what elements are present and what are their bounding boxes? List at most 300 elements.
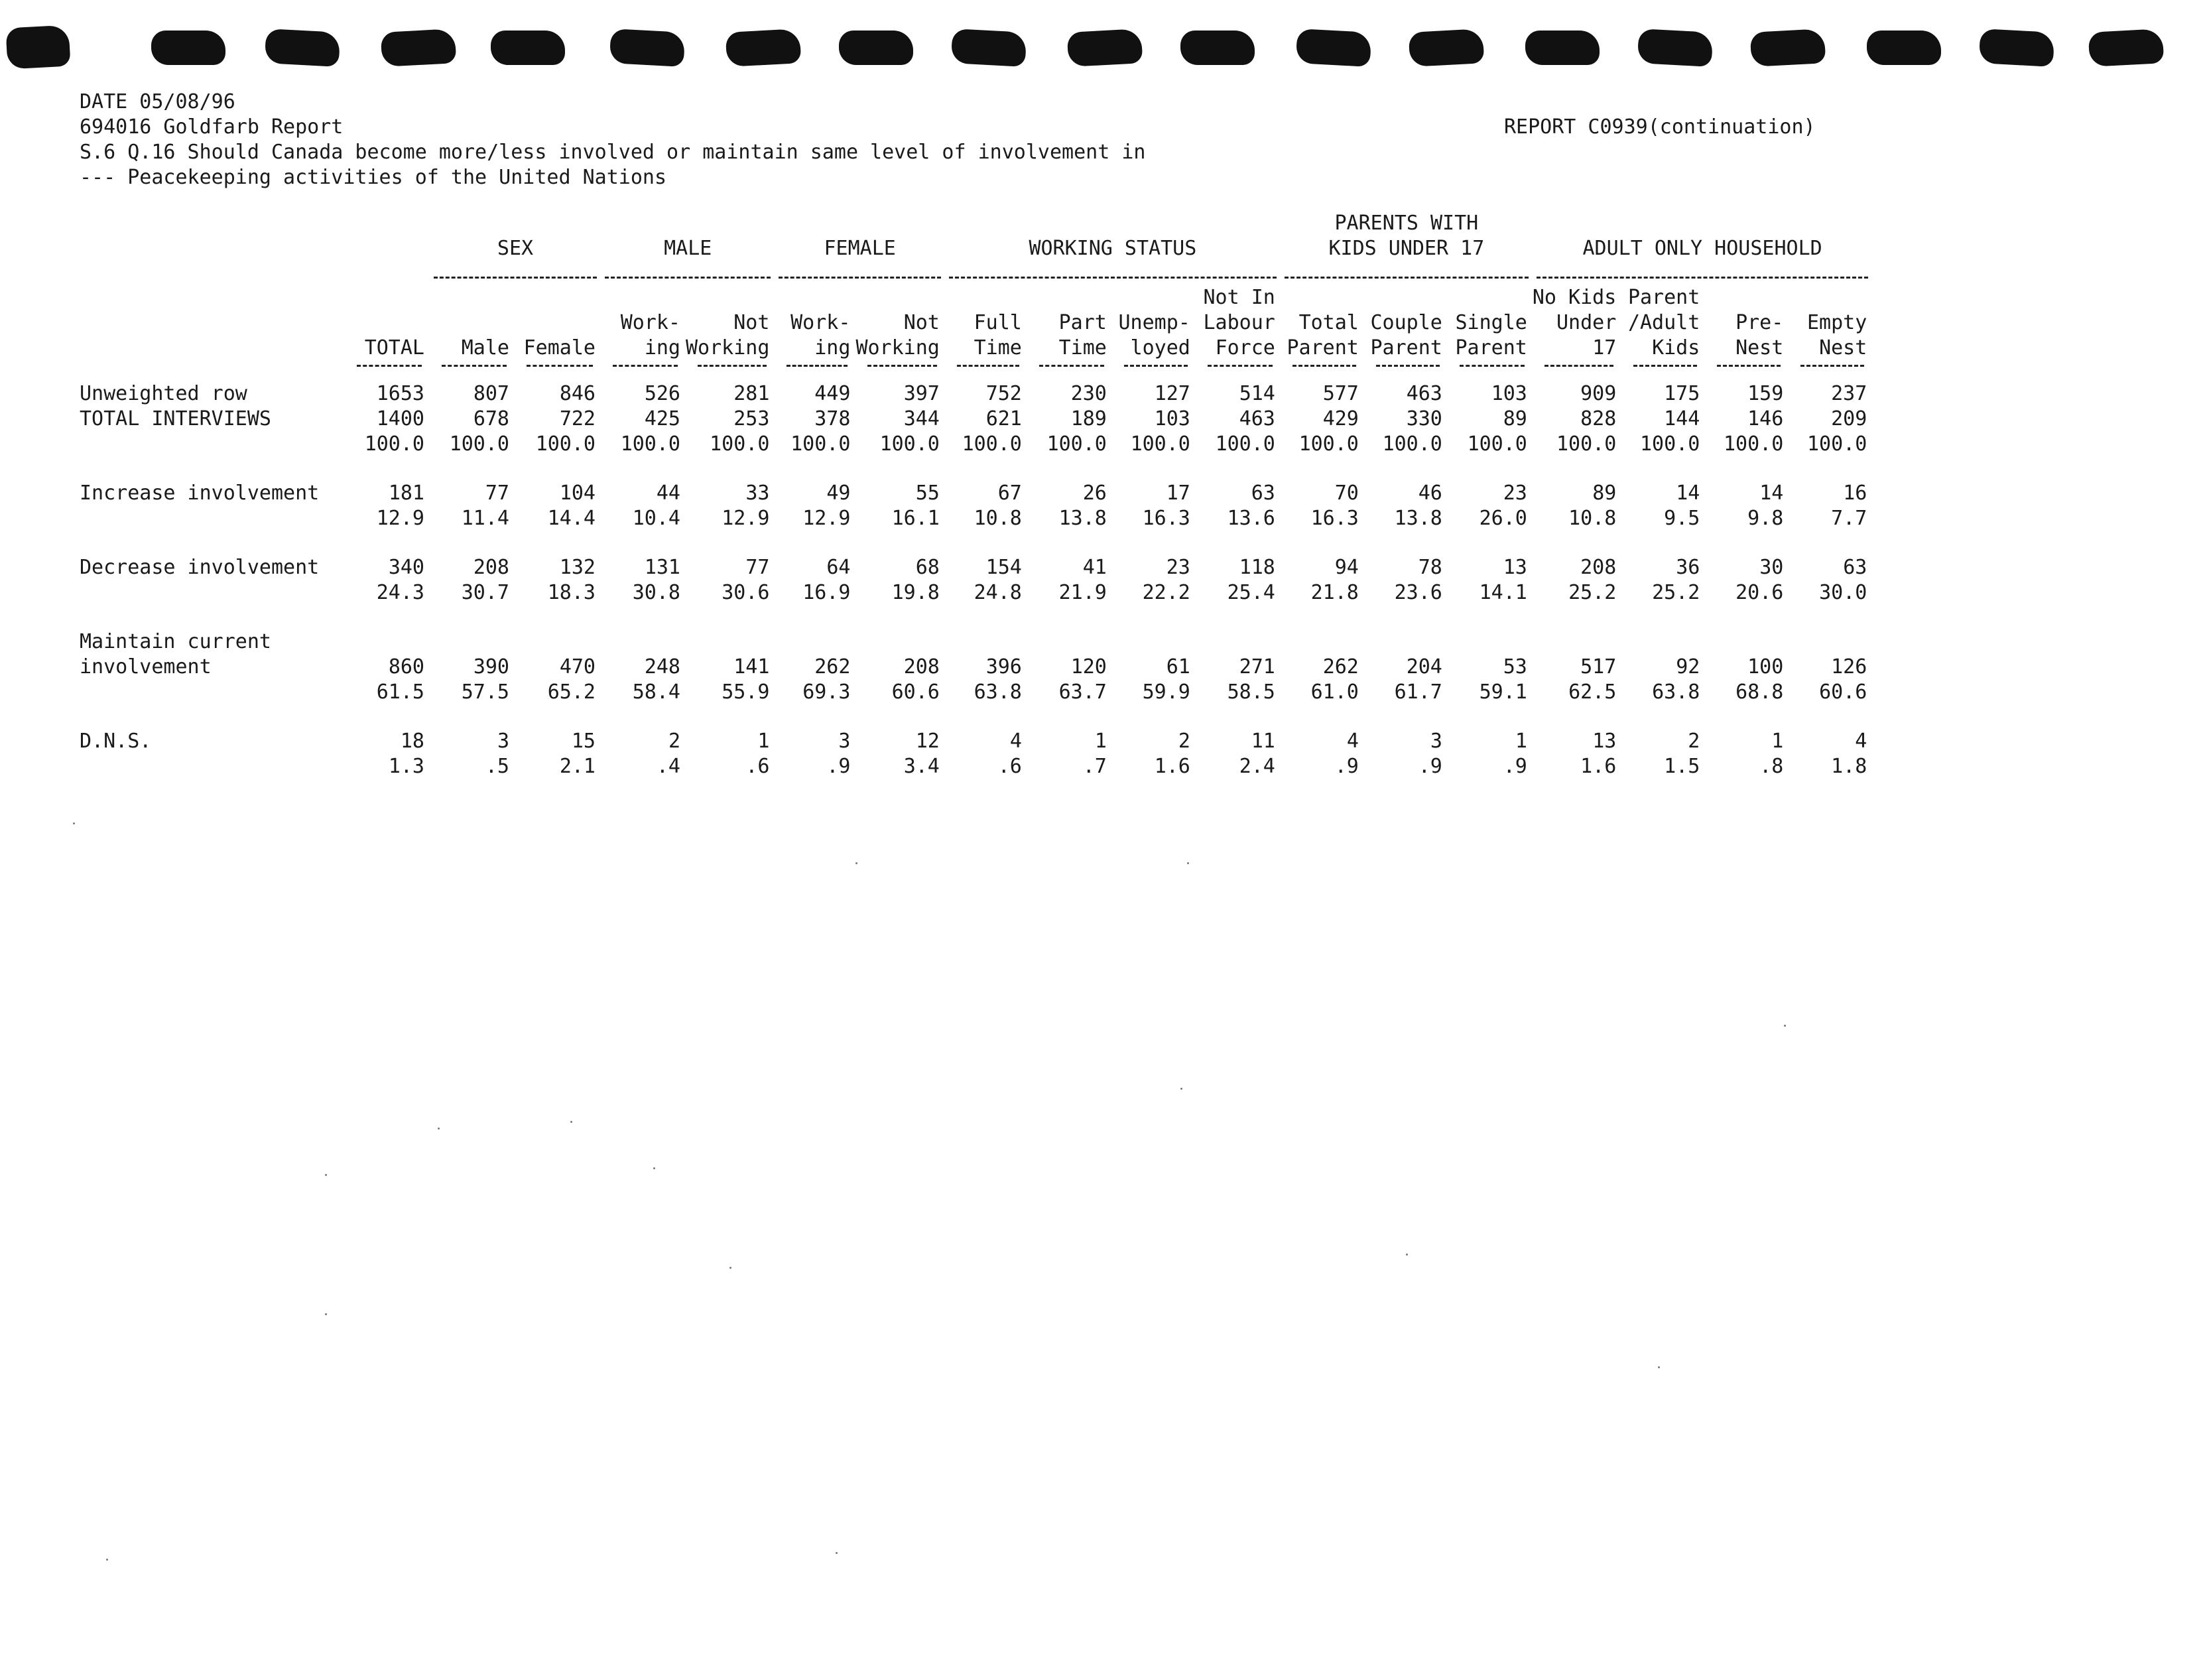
table-cell: 16 [1843, 482, 1867, 505]
table-cell: 44 [656, 482, 680, 505]
column-header: Male [461, 336, 509, 359]
column-header: Not Working [855, 311, 940, 359]
table-row [80, 629, 1872, 655]
table-cell [855, 629, 944, 655]
table-row [80, 729, 1872, 754]
table-cell: 230 [1070, 382, 1107, 405]
column-header: TOTAL [364, 336, 424, 359]
table-cell: 10.8 [974, 507, 1022, 530]
table-cell: 100.0 [1807, 432, 1867, 456]
table-cell: 89 [1503, 407, 1527, 430]
table-cell: 100.0 [1556, 432, 1617, 456]
table-cell: 1.6 [1154, 755, 1190, 778]
table-cell: 237 [1831, 382, 1867, 405]
scan-speck [1180, 1088, 1182, 1090]
table-cell: 120 [1070, 655, 1107, 678]
table-row [80, 655, 1872, 680]
report-title: 694016 Goldfarb Report [80, 115, 344, 139]
scan-speck [1784, 1025, 1786, 1027]
table-cell: 4 [1855, 730, 1867, 753]
group-underline [779, 277, 940, 279]
row-label: TOTAL INTERVIEWS [80, 407, 271, 430]
table-cell: 13.6 [1227, 507, 1275, 530]
binder-hole-icon [5, 25, 70, 70]
table-cell: 61.7 [1394, 680, 1442, 704]
table-cell: 4 [1009, 730, 1022, 753]
table-cell: 181 [388, 482, 424, 505]
question-text: S.6 Q.16 Should Canada become more/less involved or maintain same level of involvement in [80, 141, 1146, 164]
table-cell: 69.3 [802, 680, 851, 704]
table-cell: 3 [1430, 730, 1442, 753]
table-cell: 63 [1843, 556, 1867, 579]
table-cell: 16.3 [1142, 507, 1190, 530]
table-cell: 132 [559, 556, 596, 579]
scan-speck [1187, 862, 1189, 864]
table-cell: 2.1 [559, 755, 596, 778]
table-cell: 57.5 [461, 680, 509, 704]
table-cell: 11.4 [461, 507, 509, 530]
table-cell: 13.8 [1394, 507, 1442, 530]
row-label: Maintain current [80, 630, 271, 653]
table-cell: 100.0 [1467, 432, 1527, 456]
table-cell: 330 [1406, 407, 1442, 430]
table-cell: 14.4 [547, 507, 596, 530]
group-underline [1285, 277, 1529, 279]
table-cell: 396 [985, 655, 1022, 678]
table-cell: 100.0 [364, 432, 424, 456]
table-row [80, 481, 1872, 506]
table-row [80, 680, 1872, 705]
binder-hole-icon [725, 29, 802, 67]
table-cell: 577 [1322, 382, 1359, 405]
table-cell: 1 [1771, 730, 1784, 753]
table-cell: 30.6 [722, 581, 770, 604]
table-cell: 208 [473, 556, 509, 579]
table-cell: 100.0 [1640, 432, 1700, 456]
column-header: Empty Nest [1807, 311, 1867, 359]
table-cell: 78 [1418, 556, 1442, 579]
table-cell: 1.3 [388, 755, 424, 778]
table-row [80, 580, 1872, 606]
table-cell: 26.0 [1479, 507, 1527, 530]
table-cell [1364, 629, 1448, 655]
table-cell: 1 [757, 730, 770, 753]
table-cell: 262 [1322, 655, 1359, 678]
binder-hole-icon [1867, 31, 1941, 65]
scan-speck [729, 1267, 731, 1269]
table-cell: 63.7 [1058, 680, 1107, 704]
scan-speck [106, 1559, 108, 1561]
binder-hole-icon [491, 31, 565, 65]
table-cell: 100.0 [535, 432, 596, 456]
binder-hole-icon [1180, 31, 1255, 65]
table-cell: 1653 [376, 382, 424, 405]
table-cell: .9 [1418, 755, 1442, 778]
table-cell: 14 [1759, 482, 1784, 505]
table-cell: 146 [1747, 407, 1784, 430]
table-cell: .9 [1503, 755, 1527, 778]
table-cell: 14 [1676, 482, 1700, 505]
table-cell: 271 [1239, 655, 1275, 678]
table-row [80, 754, 1872, 779]
crosstab-table [80, 211, 1872, 779]
table-cell: 63.8 [974, 680, 1022, 704]
table-cell: .4 [656, 755, 680, 778]
binder-hole-icon [2088, 29, 2165, 67]
binder-hole-icon [1750, 29, 1826, 67]
table-cell: 621 [985, 407, 1022, 430]
table-cell: 100.0 [879, 432, 940, 456]
table-cell: 68.8 [1735, 680, 1784, 704]
group-header: PARENTS WITH KIDS UNDER 17 [1328, 212, 1485, 260]
table-cell: 208 [903, 655, 940, 678]
table-cell: 16.3 [1310, 507, 1359, 530]
table-cell [515, 629, 601, 655]
table-cell: 61 [1166, 655, 1190, 678]
table-cell: 30.0 [1819, 581, 1867, 604]
table-cell: 62.5 [1568, 680, 1617, 704]
group-underline [949, 277, 1277, 279]
table-cell: .6 [745, 755, 770, 778]
table-cell: 30.7 [461, 581, 509, 604]
table-cell: 18 [400, 730, 424, 753]
table-cell: 722 [559, 407, 596, 430]
column-header: Single Parent [1455, 311, 1527, 359]
group-underline [605, 277, 771, 279]
binder-hole-icon [1637, 29, 1714, 67]
table-cell: 340 [388, 556, 424, 579]
table-cell [1789, 629, 1872, 655]
column-header: Parent /Adult Kids [1627, 286, 1700, 359]
table-cell: 61.0 [1310, 680, 1359, 704]
table-cell: 100.0 [710, 432, 770, 456]
table-cell [1705, 629, 1789, 655]
table-cell: 678 [473, 407, 509, 430]
binder-hole-icon [1979, 29, 2055, 67]
group-underline [1537, 277, 1868, 279]
binder-hole-icon [839, 31, 913, 65]
column-header: Couple Parent [1370, 311, 1442, 359]
table-cell: 100.0 [1130, 432, 1190, 456]
table-cell: 7.7 [1831, 507, 1867, 530]
table-cell: 209 [1831, 407, 1867, 430]
binder-hole-icon [265, 29, 341, 67]
row-label [80, 506, 345, 531]
table-cell: 100.0 [1298, 432, 1359, 456]
column-header: Total Parent [1287, 311, 1359, 359]
table-cell: 344 [903, 407, 940, 430]
table-cell: 11 [1251, 730, 1275, 753]
table-cell: 154 [985, 556, 1022, 579]
table-cell: 253 [733, 407, 770, 430]
table-cell: 89 [1592, 482, 1617, 505]
column-header: Not Working [686, 311, 770, 359]
table-cell: 2 [668, 730, 680, 753]
table-cell: 846 [559, 382, 596, 405]
table-cell: 828 [1580, 407, 1617, 430]
table-cell: 752 [985, 382, 1022, 405]
table-row [80, 432, 1872, 457]
group-header: ADULT ONLY HOUSEHOLD [1582, 237, 1822, 260]
table-cell: .6 [997, 755, 1022, 778]
binder-hole-icon [1296, 29, 1372, 67]
table-cell: 92 [1676, 655, 1700, 678]
table-cell: 470 [559, 655, 596, 678]
binder-hole-icon [1067, 29, 1143, 67]
table-cell: 70 [1334, 482, 1359, 505]
table-cell: 94 [1334, 556, 1359, 579]
table-cell: 100.0 [1046, 432, 1107, 456]
table-cell: 9.5 [1664, 507, 1700, 530]
table-cell: 15 [571, 730, 596, 753]
table-cell: 2.4 [1239, 755, 1275, 778]
binder-holes-strip [0, 20, 2205, 80]
scan-speck [438, 1128, 440, 1130]
table-cell: 12 [915, 730, 940, 753]
table-cell: 19.8 [891, 581, 940, 604]
table-cell: 100.0 [620, 432, 680, 456]
table-cell: 21.9 [1058, 581, 1107, 604]
table-cell: 425 [644, 407, 680, 430]
table-cell: 860 [388, 655, 424, 678]
table-cell: 14.1 [1479, 581, 1527, 604]
scan-speck [570, 1121, 572, 1123]
scan-speck [653, 1167, 655, 1169]
scan-speck [73, 822, 75, 824]
table-cell: 24.8 [974, 581, 1022, 604]
table-cell: 30 [1759, 556, 1784, 579]
table-cell: .7 [1082, 755, 1107, 778]
table-cell: .9 [826, 755, 851, 778]
table-cell: 33 [745, 482, 770, 505]
column-header-blank [80, 281, 345, 361]
table-cell: 58.4 [632, 680, 680, 704]
table-cell: 25.4 [1227, 581, 1275, 604]
table-cell: 100.0 [1215, 432, 1275, 456]
table-cell [1621, 629, 1705, 655]
row-label: D.N.S. [80, 730, 152, 753]
column-header: Work- ing [620, 311, 680, 359]
table-cell: 100.0 [1724, 432, 1784, 456]
table-cell: 64 [826, 556, 851, 579]
table-cell: 2 [1178, 730, 1190, 753]
table-cell: 204 [1406, 655, 1442, 678]
table-cell: 26 [1082, 482, 1107, 505]
table-cell: 3 [497, 730, 509, 753]
binder-hole-icon [381, 29, 457, 67]
table-cell: 517 [1580, 655, 1617, 678]
table-cell: 1.5 [1664, 755, 1700, 778]
table-cell: 30.8 [632, 581, 680, 604]
table-cell: 1400 [376, 407, 424, 430]
table-cell: 22.2 [1142, 581, 1190, 604]
table-cell: 46 [1418, 482, 1442, 505]
binder-hole-icon [151, 31, 225, 65]
table-cell: 429 [1322, 407, 1359, 430]
table-cell: 100.0 [790, 432, 851, 456]
report-date: DATE 05/08/96 [80, 90, 235, 113]
table-cell: 58.5 [1227, 680, 1275, 704]
table-cell [345, 629, 430, 655]
table-row [80, 407, 1872, 432]
table-cell: 63.8 [1652, 680, 1700, 704]
group-header: FEMALE [824, 237, 896, 260]
table-cell: 909 [1580, 382, 1617, 405]
table-cell: 12.9 [802, 507, 851, 530]
table-cell: 103 [1491, 382, 1527, 405]
group-header-blank [80, 211, 345, 261]
table-cell: 25.2 [1652, 581, 1700, 604]
table-cell: 4 [1346, 730, 1359, 753]
table-cell: 104 [559, 482, 596, 505]
table-cell: 60.6 [891, 680, 940, 704]
table-cell: 16.1 [891, 507, 940, 530]
table-cell: 189 [1070, 407, 1107, 430]
table-cell: 13.8 [1058, 507, 1107, 530]
table-cell: 49 [826, 482, 851, 505]
table-cell: 126 [1831, 655, 1867, 678]
table-cell: 175 [1664, 382, 1700, 405]
scan-speck [1658, 1366, 1660, 1368]
row-label: Unweighted row [80, 382, 247, 405]
group-header: SEX [497, 237, 534, 260]
table-cell: 159 [1747, 382, 1784, 405]
table-cell: 100.0 [1382, 432, 1442, 456]
group-header [345, 211, 430, 261]
table-cell: 55.9 [722, 680, 770, 704]
table-cell: 144 [1664, 407, 1700, 430]
table-cell: 59.1 [1479, 680, 1527, 704]
column-header: Not In Labour Force [1203, 286, 1275, 359]
scan-speck [325, 1313, 327, 1315]
table-cell [1196, 629, 1281, 655]
row-label [80, 432, 345, 457]
row-label: Decrease involvement [80, 556, 320, 579]
table-cell [775, 629, 855, 655]
table-cell: 24.3 [376, 581, 424, 604]
table-cell: 63 [1251, 482, 1275, 505]
table-cell: .9 [1334, 755, 1359, 778]
table-cell: 20.6 [1735, 581, 1784, 604]
table-row [80, 381, 1872, 407]
scan-speck [1406, 1254, 1408, 1256]
column-header: No Kids Under 17 [1532, 286, 1617, 359]
table-cell [601, 629, 686, 655]
table-cell: 16.9 [802, 581, 851, 604]
row-label: involvement [80, 655, 212, 678]
column-header: Part Time [1058, 311, 1107, 359]
table-row [80, 506, 1872, 531]
table-cell: 262 [814, 655, 851, 678]
column-header: Unemp- loyed [1118, 311, 1190, 359]
row-label: Increase involvement [80, 482, 320, 505]
table-cell: 397 [903, 382, 940, 405]
table-cell: 68 [915, 556, 940, 579]
table-cell: 141 [733, 655, 770, 678]
table-cell: 118 [1239, 556, 1275, 579]
table-cell: 100 [1747, 655, 1784, 678]
table-cell: 807 [473, 382, 509, 405]
scan-speck [325, 1174, 327, 1176]
table-cell: 23 [1166, 556, 1190, 579]
table-cell: 53 [1503, 655, 1527, 678]
table-row [80, 555, 1872, 580]
table-cell [1281, 629, 1364, 655]
table-cell: 23.6 [1394, 581, 1442, 604]
table-cell: 514 [1239, 382, 1275, 405]
table-cell [1533, 629, 1621, 655]
column-header: Pre- Nest [1735, 311, 1784, 359]
table-cell: 2 [1688, 730, 1700, 753]
table-cell: 25.2 [1568, 581, 1617, 604]
table-cell: 41 [1082, 556, 1107, 579]
table-cell: 9.8 [1747, 507, 1784, 530]
table-cell: 127 [1154, 382, 1190, 405]
table-cell: 248 [644, 655, 680, 678]
table-cell: 65.2 [547, 680, 596, 704]
table-cell: 463 [1239, 407, 1275, 430]
row-label [80, 580, 345, 606]
table-cell: 59.9 [1142, 680, 1190, 704]
row-label [80, 754, 345, 779]
table-cell: 13 [1592, 730, 1617, 753]
table-cell: 60.6 [1819, 680, 1867, 704]
table-cell: 526 [644, 382, 680, 405]
table-cell: 55 [915, 482, 940, 505]
table-cell: 3 [838, 730, 851, 753]
binder-hole-icon [1409, 29, 1485, 67]
binder-hole-icon [609, 29, 686, 67]
table-cell: 1.8 [1831, 755, 1867, 778]
table-cell: 23 [1503, 482, 1527, 505]
table-cell [945, 629, 1027, 655]
table-cell: 12.9 [722, 507, 770, 530]
report-code: REPORT C0939(continuation) [1504, 115, 1816, 139]
table-cell [1112, 629, 1196, 655]
subquestion-text: --- Peacekeeping activities of the United Nations [80, 166, 667, 189]
scan-speck [855, 862, 857, 864]
table-cell: 10.8 [1568, 507, 1617, 530]
table-cell: 100.0 [449, 432, 509, 456]
table-cell: 77 [485, 482, 509, 505]
table-cell: 12.9 [376, 507, 424, 530]
group-header: MALE [664, 237, 712, 260]
table-cell [1027, 629, 1112, 655]
table-cell: 61.5 [376, 680, 424, 704]
table-cell [686, 629, 775, 655]
row-label [80, 680, 345, 705]
table-cell [1448, 629, 1533, 655]
table-cell: 281 [733, 382, 770, 405]
table-cell [430, 629, 515, 655]
table-cell: 100.0 [962, 432, 1022, 456]
table-cell: 131 [644, 556, 680, 579]
table-cell: 463 [1406, 382, 1442, 405]
table-cell: 67 [997, 482, 1022, 505]
binder-hole-icon [951, 29, 1027, 67]
binder-hole-icon [1525, 31, 1600, 65]
table-cell: 449 [814, 382, 851, 405]
table-cell: .5 [485, 755, 509, 778]
table-cell: 208 [1580, 556, 1617, 579]
table-cell: 36 [1676, 556, 1700, 579]
table-cell: 10.4 [632, 507, 680, 530]
table-cell: 77 [745, 556, 770, 579]
scan-speck [836, 1552, 838, 1554]
table-cell: 13 [1503, 556, 1527, 579]
table-cell: 390 [473, 655, 509, 678]
column-header: Work- ing [790, 311, 851, 359]
